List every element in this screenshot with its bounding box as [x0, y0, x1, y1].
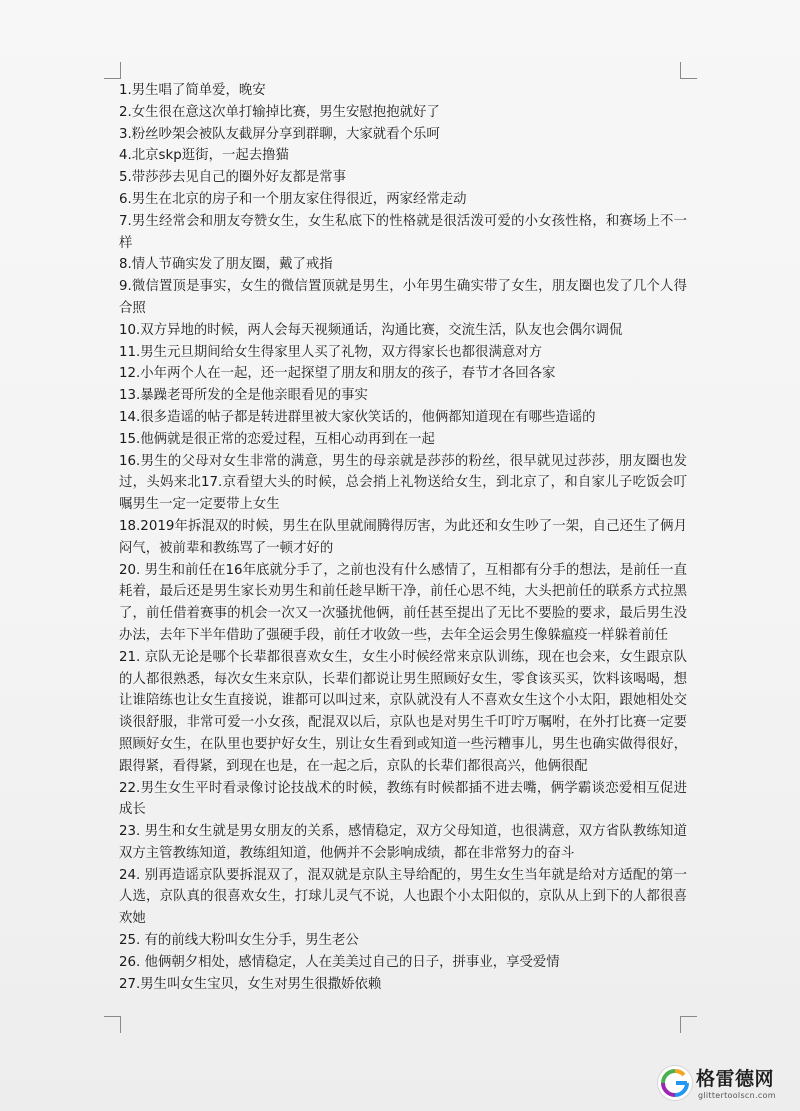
crop-mark-bottom-left [104, 1016, 121, 1033]
list-item: 14.很多造谣的帖子都是转进群里被大家伙笑话的，他俩都知道现在有哪些造谣的 [119, 409, 596, 425]
list-item: 10.双方异地的时候，两人会每天视频通话，沟通比赛，交流生活，队友也会偶尔调侃 [119, 322, 623, 338]
list-item: 3.粉丝吵架会被队友截屏分享到群聊，大家就看个乐呵 [119, 126, 440, 142]
list-item: 24. 别再造谣京队要拆混双了，混双就是京队主导给配的，男生女生当年就是给对方适配的第一人选，京队真的很喜欢女生，打球儿灵气不说，人也跟个小太阳似的，京队从上到下的人都很喜欢她 [119, 867, 687, 927]
list-item: 6.男生在北京的房子和一个朋友家住得很近，两家经常走动 [119, 191, 467, 207]
list-item: 26. 他俩朝夕相处，感情稳定，人在美美过自己的日子，拼事业，享受爱情 [119, 954, 560, 970]
list-item: 11.男生元旦期间给女生得家里人买了礼物，双方得家长也都很满意对方 [119, 344, 543, 360]
g-logo-icon [658, 1066, 692, 1100]
list-item: 25. 有的前线大粉叫女生分手，男生老公 [119, 933, 359, 949]
list-item: 12.小年两个人在一起，还一起探望了朋友和朋友的孩子，春节才各回各家 [119, 366, 556, 382]
list-item: 8.情人节确实发了朋友圈，戴了戒指 [119, 257, 333, 273]
list-item: 7.男生经常会和朋友夸赞女生，女生私底下的性格就是很活泼可爱的小女孩性格，和赛场上不一样 [119, 213, 687, 251]
list-item: 13.暴躁老哥所发的全是他亲眼看见的事实 [119, 388, 368, 404]
list-item: 21. 京队无论是哪个长辈都很喜欢女生，女生小时候经常来京队训练，现在也会来，女生跟京队的人都很熟悉，每次女生来京队，长辈们都说让男生照顾好女生，零食该买买，饮料该喝喝，想让谁陪练也让女生直接说，谁都可以叫过来，京队就没有人不喜欢女生这个小太阳，跟她相处交谈很舒服，非常可爱一小女孩，配混双以后，京队也是对男生千叮咛万嘱咐，在外打比赛一定要照顾好女生，在队里也要护好女生，别让女生看到或知道一些污糟事儿，男生也确实做得很好，跟得紧，看得紧，到现在也是，在一起之后，京队的长辈们都很高兴，他俩很配 [119, 649, 687, 774]
list-item: 27.男生叫女生宝贝，女生对男生很撒娇依赖 [119, 976, 382, 992]
list-item: 16.男生的父母对女生非常的满意，男生的母亲就是莎莎的粉丝，很早就见过莎莎，朋友圈也发过，头妈来北17.京看望大头的时候，总会捎上礼物送给女生，到北京了，和自家儿子吃饭会叮嘱男生一定一定要带上女生 [119, 453, 687, 513]
list-item: 5.带莎莎去见自己的圈外好友都是常事 [119, 170, 347, 186]
list-item: 9.微信置顶是事实，女生的微信置顶就是男生，小年男生确实带了女生，朋友圈也发了几个人得合照 [119, 279, 687, 316]
list-item: 23. 男生和女生就是男女朋友的关系，感情稳定，双方父母知道，也很满意，双方省队教练知道双方主管教练知道，教练组知道，他俩并不会影响成绩，都在非常努力的奋斗 [119, 824, 687, 861]
site-watermark [654, 1060, 800, 1111]
list-item: 20. 男生和前任在16年底就分手了，之前也没有什么感情了，互相都有分手的想法，是前任一直耗着，最后还是男生家长劝男生和前任趁早断干净，前任心思不纯，大头把前任的联系方式拉黑了，前任借着赛事的机会一次又一次骚扰他俩，前任甚至提出了无比不要脸的要求，最后男生没办法，去年下半年借助了强硬手段，前任才收敛一些，去年全运会男生像躲瘟疫一样躲着前任 [119, 562, 687, 643]
document-body [119, 80, 687, 995]
watermark-url: glittertoolscn.com [698, 1091, 776, 1100]
list-item: 1.男生唱了简单爱，晚安 [119, 83, 266, 98]
crop-mark-bottom-right [680, 1016, 697, 1033]
watermark-title: 格雷德网 [696, 1068, 775, 1090]
list-item: 18.2019年拆混双的时候，男生在队里就闹腾得厉害，为此还和女生吵了一架，自己还生了俩月闷气，被前辈和教练骂了一顿才好的 [119, 518, 687, 556]
list-item: 15.他俩就是很正常的恋爱过程，互相心动再到在一起 [119, 431, 435, 447]
list-item: 2.女生很在意这次单打输掉比赛，男生安慰抱抱就好了 [119, 104, 440, 120]
list-item: 4.北京skp逛街，一起去撸猫 [119, 148, 289, 164]
crop-mark-top-left [104, 62, 121, 79]
crop-mark-top-right [680, 62, 697, 79]
list-item: 22.男生女生平时看录像讨论技战术的时候，教练有时候都插不进去嘴，俩学霸谈恋爱相互促进成长 [119, 780, 687, 818]
